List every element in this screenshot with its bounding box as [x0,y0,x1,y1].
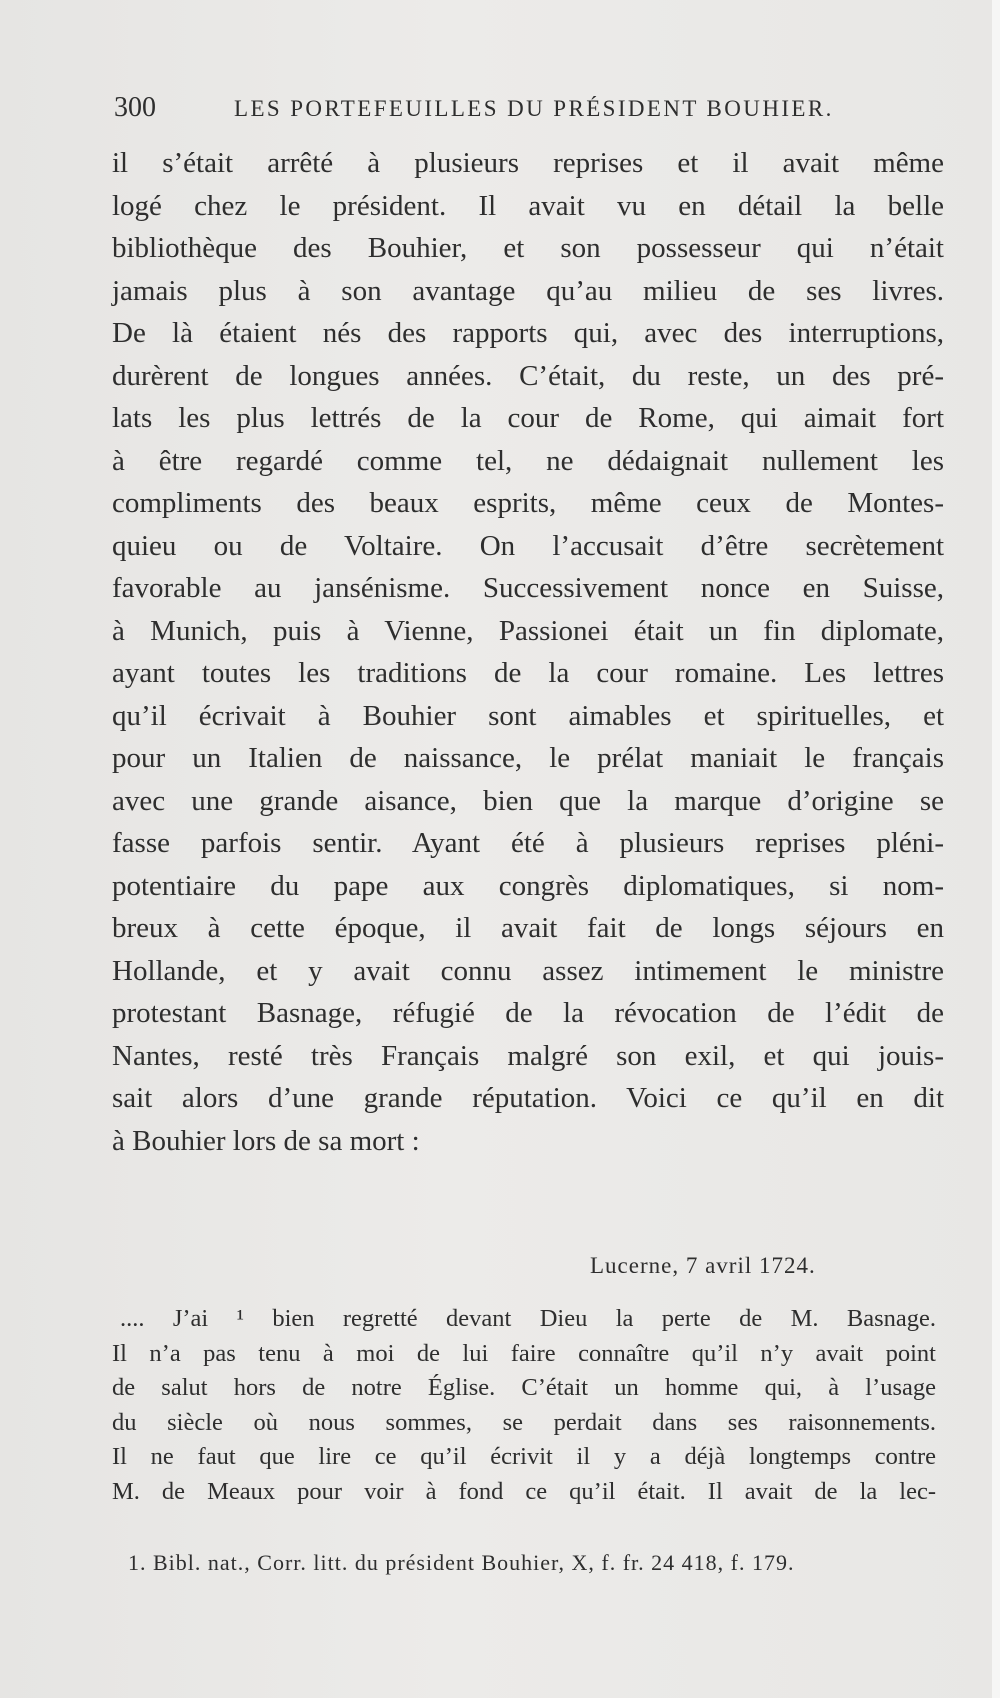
quote-line: Il ne faut que lire ce qu’il écrivit il y a déjà longtemps contre [112,1443,936,1470]
body-line: il s’était arrêté à plusieurs reprises et il avait même [112,147,944,179]
body-line: Hollande, et y avait connu assez intimement le ministre [112,954,944,987]
body-line: fasse parfois sentir. Ayant été à plusieurs reprises pléni- [112,827,944,859]
body-line: jamais plus à son avantage qu’au milieu de ses livres. [112,274,944,307]
body-line: durèrent de longues années. C’était, du reste, un des pré- [112,359,944,392]
page-edge [992,0,1000,1698]
footnote: 1. Bibl. nat., Corr. litt. du président Bouhier, X, f. fr. 24 418, f. 179. [128,1550,795,1575]
quote-line: .... J’ai ¹ bien regretté devant Dieu la perte de M. Basnage. [120,1305,936,1332]
quote-line: de salut hors de notre Église. C’était un homme qui, à l’usage [112,1374,936,1401]
body-line: protestant Basnage, réfugié de la révocation de l’édit de [112,997,944,1029]
page-number: 300 [114,92,156,123]
body-line: quieu ou de Voltaire. On l’accusait d’être secrètement [112,529,944,562]
body-line: à Munich, puis à Vienne, Passionei était un fin diplomate, [112,614,944,647]
body-line: qu’il écrivait à Bouhier sont aimables et spirituelles, et [112,699,944,732]
body-text [112,142,944,1162]
body-line: avec une grande aisance, bien que la marque d’origine se [112,784,944,817]
running-head: LES PORTEFEUILLES DU PRÉSIDENT BOUHIER. [234,96,834,121]
body-line: favorable au jansénisme. Successivement nonce en Suisse, [112,572,944,604]
body-line: lats les plus lettrés de la cour de Rome, qui aimait fort [112,402,944,434]
body-line: bibliothèque des Bouhier, et son possesseur qui n’était [112,232,944,264]
body-line: sait alors d’une grande réputation. Voici ce qu’il en dit [112,1082,944,1114]
body-line: breux à cette époque, il avait fait de longs séjours en [112,912,944,944]
page-header [114,92,944,132]
body-line: à être regardé comme tel, ne dédaignait nullement les [112,444,944,477]
body-line: ayant toutes les traditions de la cour romaine. Les lettres [112,657,944,689]
body-line: compliments des beaux esprits, même ceux de Montes- [112,487,944,519]
body-line: Nantes, resté très Français malgré son exil, et qui jouis- [112,1039,944,1072]
body-line: De là étaient nés des rapports qui, avec des interruptions, [112,317,944,349]
body-line: à Bouhier lors de sa mort : [112,1124,420,1157]
quote-line: du siècle où nous sommes, se perdait dans ses raisonnements. [112,1408,936,1436]
letter-dateline: Lucerne, 7 avril 1724. [590,1253,816,1278]
body-line: pour un Italien de naissance, le prélat maniait le français [112,742,944,774]
letter-quote [112,1302,936,1509]
quote-line: M. de Meaux pour voir à fond ce qu’il était. Il avait de la lec- [112,1477,936,1505]
quote-line: Il n’a pas tenu à moi de lui faire connaître qu’il n’y avait point [112,1339,936,1367]
body-line: potentiaire du pape aux congrès diplomatiques, si nom- [112,869,944,902]
body-line: logé chez le président. Il avait vu en détail la belle [112,189,944,222]
